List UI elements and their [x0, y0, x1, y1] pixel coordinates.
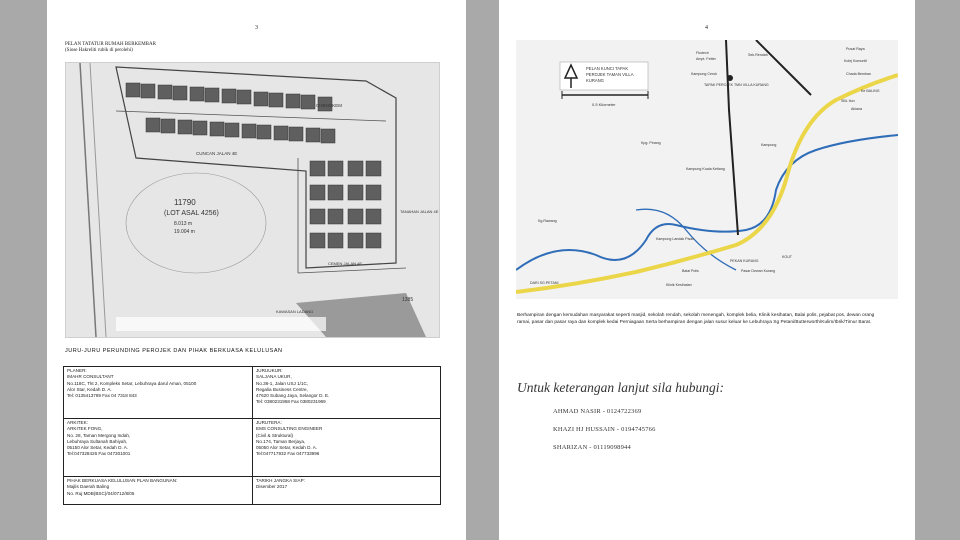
road-top-label: CHENGKEM — [316, 103, 343, 108]
map-place-label: DARI SG.PETANI — [530, 281, 559, 285]
lot-area-label: 8.013 m — [174, 221, 193, 227]
map-place-label: Akiana — [851, 107, 862, 111]
map-place-label: KOUT — [782, 255, 792, 259]
cell-line: Tel: 0135413789 Fax 04 7318 843 — [67, 393, 137, 399]
map-place-label: Chada Bemban — [846, 72, 871, 76]
cell-line: Lebuhraya Sultanah Bahiyah, — [67, 438, 128, 444]
map-place-label: Balai Polis — [682, 269, 699, 273]
cell-line: Tel: 0380231968 Fax 0380231969 — [256, 399, 326, 405]
map-place-label: Pasar Dewan Kurang — [741, 269, 776, 273]
map-place-label: Ke BALING — [861, 89, 880, 93]
location-description: Berhampiran dengan kemudahan masyarakat seperti masjid, sekolah rendah, sekolah menengah, komplek belia, Klinik kesihatan, Balai polis, pejabat pos, dewan orang ramai, pasar dan pasar raya dan komplek kedai Perniagaan Serta berhampiran dengan jalan susur keluar ke Lebuhraya Sg Petani/Butterworth/Kulim/Ibrik/Timur Barat. — [517, 313, 875, 325]
cell-line: IMAHR CONSULTANT — [67, 374, 114, 380]
map-legend-line: PELAN KUNCI TAPAK — [586, 66, 629, 71]
table-row — [64, 367, 441, 419]
cell-line: EMS CONSULTING ENGINEER — [256, 426, 323, 432]
area-bottom-label: KAWASAN LADANG — [276, 309, 314, 314]
map-place-label: Pusat Raya — [846, 47, 865, 51]
road-right-label: TANAHAN JALAN 4E — [400, 209, 439, 214]
consultants-table — [63, 366, 441, 505]
contact-line: AHMAD NASIR - 0124722369 — [553, 408, 642, 415]
map-place-label: SBL Itun — [841, 99, 855, 103]
cell-line: PIHAK BERKUASA KELULUSAN PLAN BANGUNAN: — [67, 478, 178, 483]
contact-line: KHAZI HJ HUSSAIN - 0194745766 — [553, 426, 656, 433]
surveyor-cell — [253, 367, 441, 419]
map-place-label: PEKAN KURANG — [730, 259, 759, 263]
map-place-label: TAPAK PEROJEK TMN VILLA KURANG — [704, 83, 769, 87]
document-page-4 — [499, 0, 915, 540]
page-number: 4 — [705, 25, 708, 31]
cell-line: Majlis Daerah Baling — [67, 484, 110, 490]
map-place-label: Kampung Kuala Ketiang — [686, 167, 725, 171]
site-marker-icon — [727, 75, 733, 81]
contact-line: SHARIZAN - 01119098944 — [553, 444, 631, 451]
cell-line: (Civil & Struktural) — [256, 432, 294, 438]
map-place-label: Ampt. Fetter — [696, 57, 716, 61]
consultants-table-title: JURU-JURU PERUNDING PEROJEK DAN PIHAK BERKUASA KELULUSAN — [65, 348, 283, 354]
table-row — [64, 419, 441, 477]
site-layout-plan — [65, 62, 440, 338]
cell-line: No.118C, Tkt 2, Kompleks Setar, Lebuhraya darul Aman, 05100 — [67, 380, 197, 386]
cell-line: No.174, Taman Berjaya, — [256, 438, 306, 444]
map-place-label: Fkutech — [696, 51, 709, 55]
cell-line: Alor Star, Kedah D. A. — [67, 386, 112, 392]
cell-line: SALJANA UKUR, — [256, 374, 292, 380]
architect-cell — [64, 419, 253, 477]
lot-origin-label: (LOT ASAL 4256) — [164, 210, 219, 217]
map-legend-line: KURANG — [586, 78, 604, 83]
cell-line: No. Ruj:MDB(BSC)/04/0712/8/05 — [67, 490, 135, 496]
lot-area2-label: 19.004 m — [174, 229, 195, 235]
contact-heading: Untuk keterangan lanjut sila hubungi: — [517, 380, 724, 395]
map-legend-line: PEROJEK TAMAN VILLA — [586, 72, 634, 77]
road-mid-label: CUNCAN JALAN 4E — [196, 151, 238, 156]
planner-cell — [64, 367, 253, 419]
cell-line: No. 28, Taman Mergong Indah, — [67, 432, 131, 438]
cell-line: Regalia Business Centre, — [256, 386, 308, 392]
code-right-label: 1385 — [402, 297, 414, 303]
plan-title — [65, 42, 156, 54]
scale-label: 0.5 Kilometer — [592, 102, 616, 107]
cell-line: No.36-1, Jalan USJ 1/1C, — [256, 380, 309, 386]
table-row — [64, 477, 441, 505]
cell-line: Tel:047328426 Fax 047301001 — [67, 451, 131, 457]
road-bottom-label: CEMEN JALAN 4E — [328, 261, 363, 266]
plan-subtitle: (Siose Hakreliti rubik di perolehi) — [65, 48, 133, 53]
cell-line: 05150 Alor Setar, Kedah D. A. — [67, 445, 129, 451]
map-place-label: Kolej Komuniti — [844, 59, 867, 63]
cell-line: JURUTERA: — [256, 420, 282, 425]
location-key-map — [516, 40, 898, 299]
cell-line: JURUUKUR: — [256, 368, 283, 373]
map-place-label: Kampung Cerok — [691, 72, 717, 76]
completion-date-cell — [253, 477, 441, 505]
cell-line: ARKITEK FONG, — [67, 426, 103, 432]
cell-line: ARKITEK: — [67, 420, 88, 425]
map-place-label: Kpg. Pinang — [641, 141, 661, 145]
cell-line: TARIKH JANGKA SIAP: — [256, 478, 305, 483]
cell-line: PLANER: — [67, 368, 87, 373]
page-number: 3 — [255, 25, 258, 31]
plan-title-text: PELAN TATATUR RUMAH BERKEMBAR — [65, 42, 156, 47]
map-place-label: Kampung — [761, 143, 777, 147]
map-place-label: Kg.Rawang — [538, 219, 557, 223]
cell-line: 05050 Alor Setar, Kedah D. A. — [256, 445, 318, 451]
approval-authority-cell — [64, 477, 253, 505]
cell-line: Tel:047717932 Fax 047733996 — [256, 451, 320, 457]
engineer-cell — [253, 419, 441, 477]
map-place-label: Sek.Rendah — [748, 53, 768, 57]
map-place-label: Kampung Landak Pisan — [656, 237, 695, 241]
document-page-3 — [47, 0, 466, 540]
cell-line: Disember 2017 — [256, 484, 288, 490]
cell-line: 47620 Subang Jaya, Selangor D. E. — [256, 393, 330, 399]
map-place-label: Klinik Kesihatan — [666, 283, 692, 287]
lot-number-label: 11790 — [174, 198, 196, 207]
